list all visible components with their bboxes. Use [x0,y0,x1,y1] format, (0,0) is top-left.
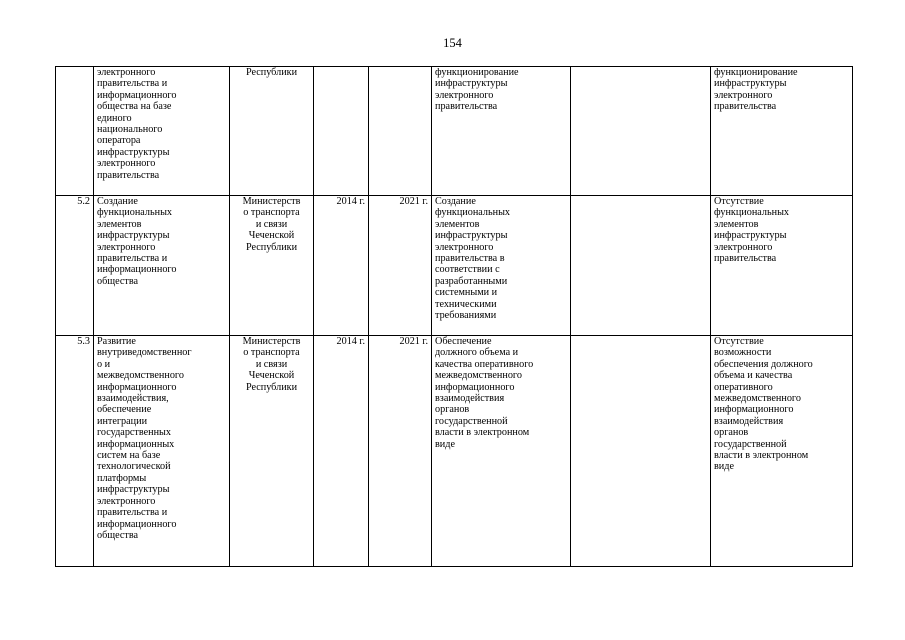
non-implementation-consequences: Отсутствие возможности обеспечения должного объема и качества оперативного межведомственного информационного взаимодействия органов государственной власти в электронном виде [711,336,853,567]
start-year: 2014 г. [314,196,369,336]
measure-name: электронного правительства и информационного общества на базе единого национального оператора инфраструктуры электронного правительства [94,67,230,196]
end-year: 2021 г. [369,336,432,567]
expected-result: Обеспечение должного объема и качества оперативного межведомственного информационного взаимодействия органов государственной власти в электронном виде [432,336,571,567]
measure-name: Развитие внутриведомственног о и межведомственного информационного взаимодействия, обеспечение интеграции государственных информационных систем на базе технологической платформы инфраструктуры электронного правительства и информационного общества [94,336,230,567]
measure-name: Создание функциональных элементов инфраструктуры электронного правительства и информационного общества [94,196,230,336]
indicator-relation [571,336,711,567]
expected-result: функционирование инфраструктуры электронного правительства [432,67,571,196]
end-year [369,67,432,196]
indicator-relation [571,67,711,196]
responsible-executor: Республики [230,67,314,196]
non-implementation-consequences: функционирование инфраструктуры электронного правительства [711,67,853,196]
non-implementation-consequences: Отсутствие функциональных элементов инфраструктуры электронного правительства [711,196,853,336]
responsible-executor: Министерств о транспорта и связи Чеченской Республики [230,196,314,336]
measure-number: 5.3 [56,336,94,567]
end-year: 2021 г. [369,196,432,336]
responsible-executor: Министерств о транспорта и связи Чеченской Республики [230,336,314,567]
indicator-relation [571,196,711,336]
page-number: 154 [443,36,462,50]
measure-number: 5.2 [56,196,94,336]
start-year [314,67,369,196]
table-row [56,196,853,336]
table-row [56,67,853,196]
table-row [56,336,853,567]
program-measures-table [55,66,853,567]
start-year: 2014 г. [314,336,369,567]
measure-number [56,67,94,196]
expected-result: Создание функциональных элементов инфраструктуры электронного правительства в соответствии с разработанными системными и техническими требованиями [432,196,571,336]
